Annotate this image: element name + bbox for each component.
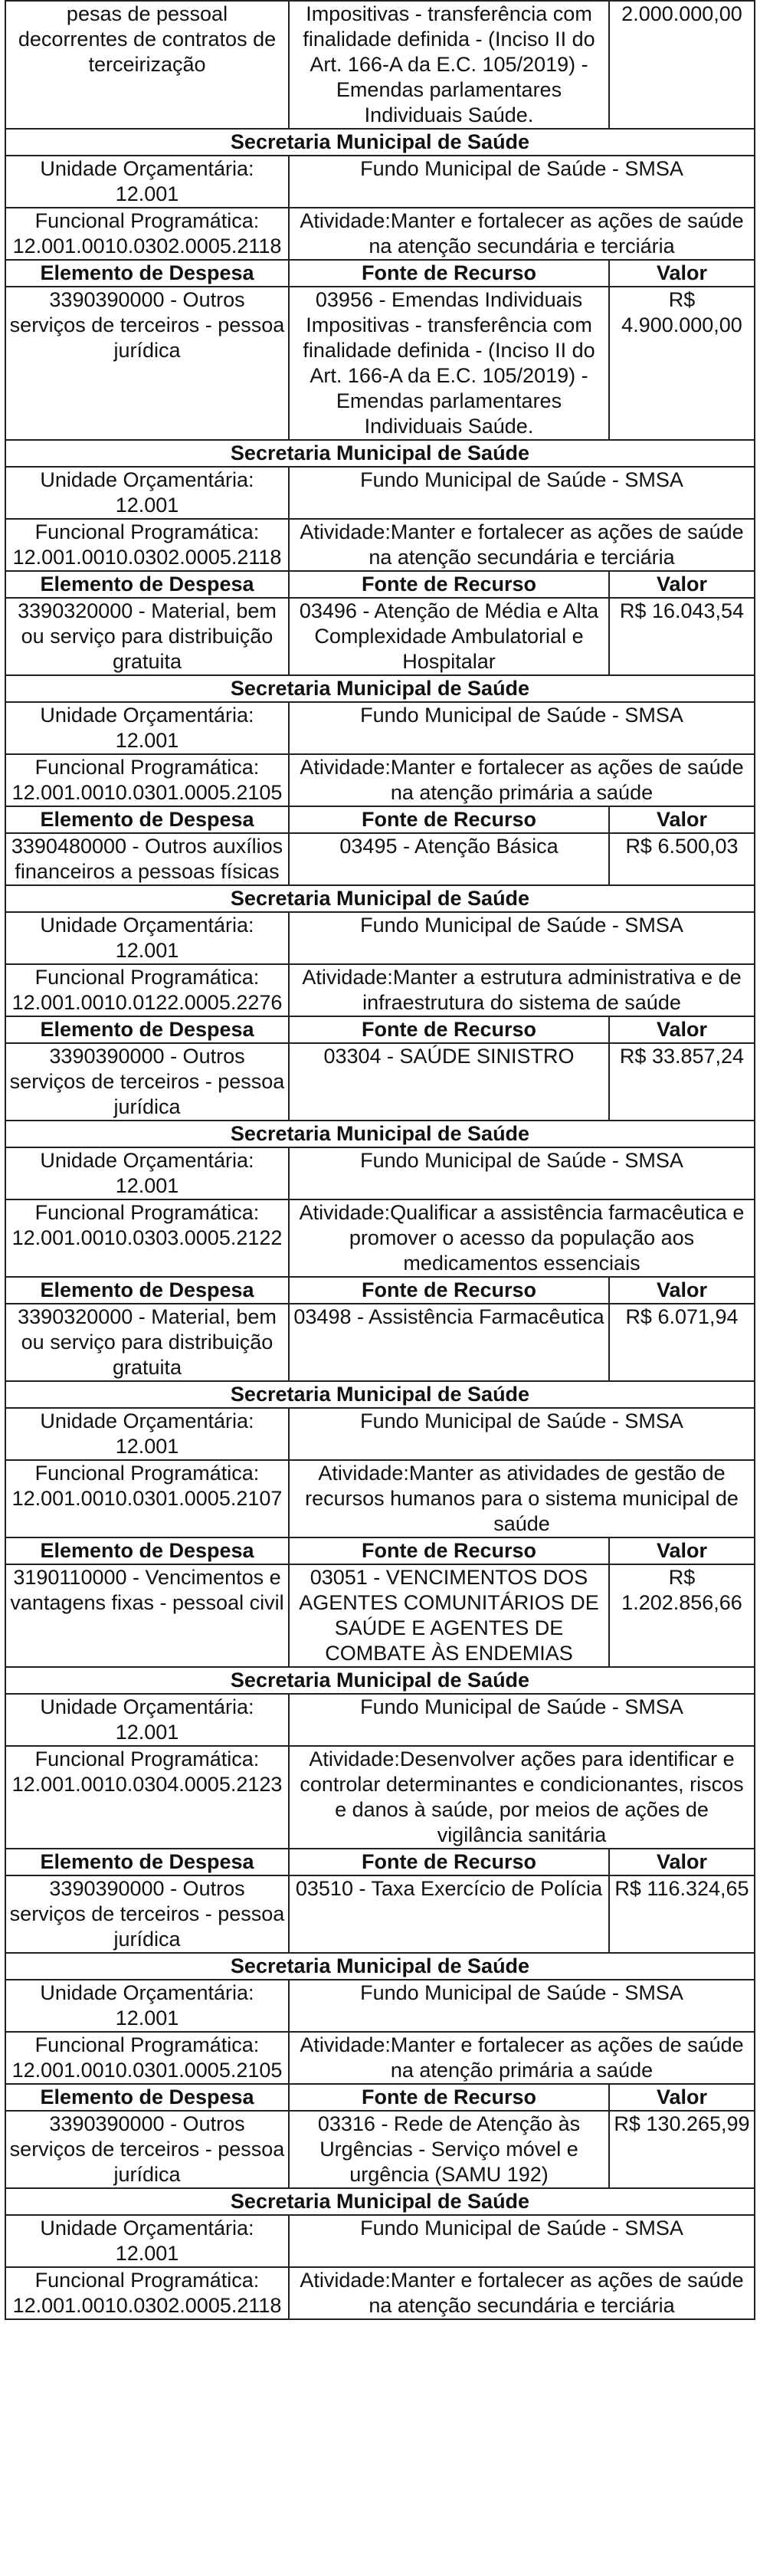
elemento-header: Elemento de Despesa <box>5 1537 289 1564</box>
budget-table-body <box>5 1 755 2319</box>
column-header-row <box>5 806 755 833</box>
elemento-cell: 3390390000 - Outros serviços de terceiros - pessoa jurídica <box>5 1043 289 1121</box>
budget-table <box>5 0 755 2320</box>
elemento-header: Elemento de Despesa <box>5 806 289 833</box>
valor-cell: R$ 4.900.000,00 <box>609 287 755 440</box>
funcional-row <box>5 208 755 260</box>
elemento-header: Elemento de Despesa <box>5 1016 289 1043</box>
secretaria-heading: Secretaria Municipal de Saúde <box>5 1121 755 1147</box>
fonte-header: Fonte de Recurso <box>289 1537 609 1564</box>
table-row <box>5 1304 755 1381</box>
secretaria-heading: Secretaria Municipal de Saúde <box>5 675 755 702</box>
funcional-label: Funcional Programática: 12.001.0010.0302.0005.2118 <box>5 208 289 260</box>
elemento-cell: 3390390000 - Outros serviços de terceiros - pessoa jurídica <box>5 1875 289 1953</box>
funcional-value: Atividade:Manter a estrutura administrativa e de infraestrutura do sistema de saúde <box>289 964 755 1016</box>
unidade-label: Unidade Orçamentária: 12.001 <box>5 1694 289 1746</box>
funcional-value: Atividade:Manter e fortalecer as ações de saúde na atenção secundária e terciária <box>289 519 755 571</box>
column-header-row <box>5 571 755 598</box>
unidade-label: Unidade Orçamentária: 12.001 <box>5 1980 289 2032</box>
elemento-cell: 3390480000 - Outros auxílios financeiros a pessoas físicas <box>5 833 289 885</box>
funcional-value: Atividade:Qualificar a assistência farmacêutica e promover o acesso da população aos medicamentos essenciais <box>289 1199 755 1277</box>
secretaria-heading: Secretaria Municipal de Saúde <box>5 1381 755 1408</box>
unidade-label: Unidade Orçamentária: 12.001 <box>5 156 289 208</box>
column-header-row <box>5 1537 755 1564</box>
secretaria-row <box>5 440 755 467</box>
funcional-label: Funcional Programática: 12.001.0010.0122.0005.2276 <box>5 964 289 1016</box>
unidade-row <box>5 702 755 754</box>
valor-header: Valor <box>609 260 755 287</box>
unidade-value: Fundo Municipal de Saúde - SMSA <box>289 702 755 754</box>
fonte-header: Fonte de Recurso <box>289 2084 609 2111</box>
unidade-row <box>5 1147 755 1199</box>
funcional-row <box>5 1746 755 1849</box>
fonte-cell: 03316 - Rede de Atenção às Urgências - Serviço móvel e urgência (SAMU 192) <box>289 2111 609 2188</box>
funcional-value: Atividade:Manter e fortalecer as ações de saúde na atenção primária a saúde <box>289 2032 755 2084</box>
elemento-cell: 3390390000 - Outros serviços de terceiros - pessoa jurídica <box>5 2111 289 2188</box>
fonte-cell: 03956 - Emendas Individuais Impositivas - transferência com finalidade definida - (Inciso II do Art. 166-A da E.C. 105/2019) - Emendas parlamentares Individuais Saúde. <box>289 287 609 440</box>
table-row <box>5 1564 755 1667</box>
funcional-row <box>5 519 755 571</box>
fonte-header: Fonte de Recurso <box>289 1277 609 1304</box>
funcional-value: Atividade:Desenvolver ações para identificar e controlar determinantes e condicionantes, riscos e danos à saúde, por meios de ações de vigilância sanitária <box>289 1746 755 1849</box>
funcional-row <box>5 2032 755 2084</box>
fonte-cell: 03496 - Atenção de Média e Alta Complexidade Ambulatorial e Hospitalar <box>289 598 609 675</box>
secretaria-row <box>5 1381 755 1408</box>
unidade-value: Fundo Municipal de Saúde - SMSA <box>289 2215 755 2267</box>
fonte-header: Fonte de Recurso <box>289 806 609 833</box>
fonte-cell: 03495 - Atenção Básica <box>289 833 609 885</box>
valor-header: Valor <box>609 1277 755 1304</box>
funcional-label: Funcional Programática: 12.001.0010.0302.0005.2118 <box>5 519 289 571</box>
elemento-cell: 3390320000 - Material, bem ou serviço para distribuição gratuita <box>5 598 289 675</box>
unidade-value: Fundo Municipal de Saúde - SMSA <box>289 1980 755 2032</box>
valor-cell: R$ 6.071,94 <box>609 1304 755 1381</box>
valor-cell: 2.000.000,00 <box>609 1 755 129</box>
funcional-value: Atividade:Manter e fortalecer as ações de saúde na atenção secundária e terciária <box>289 208 755 260</box>
secretaria-row <box>5 129 755 156</box>
unidade-row <box>5 912 755 964</box>
unidade-row <box>5 1694 755 1746</box>
table-row <box>5 1043 755 1121</box>
elemento-header: Elemento de Despesa <box>5 2084 289 2111</box>
secretaria-row <box>5 1121 755 1147</box>
funcional-label: Funcional Programática: 12.001.0010.0302.0005.2118 <box>5 2267 289 2319</box>
unidade-value: Fundo Municipal de Saúde - SMSA <box>289 912 755 964</box>
elemento-cell: pesas de pessoal decorrentes de contratos de terceirização <box>5 1 289 129</box>
secretaria-heading: Secretaria Municipal de Saúde <box>5 1953 755 1980</box>
table-row <box>5 833 755 885</box>
column-header-row <box>5 1849 755 1875</box>
valor-cell: R$ 16.043,54 <box>609 598 755 675</box>
fonte-cell: Impositivas - transferência com finalidade definida - (Inciso II do Art. 166-A da E.C. 105/2019) - Emendas parlamentares Individuais Saúde. <box>289 1 609 129</box>
valor-header: Valor <box>609 2084 755 2111</box>
unidade-row <box>5 156 755 208</box>
valor-header: Valor <box>609 1537 755 1564</box>
unidade-row <box>5 1408 755 1460</box>
fonte-header: Fonte de Recurso <box>289 1016 609 1043</box>
secretaria-row <box>5 1953 755 1980</box>
funcional-label: Funcional Programática: 12.001.0010.0301.0005.2107 <box>5 1460 289 1537</box>
valor-cell: R$ 6.500,03 <box>609 833 755 885</box>
funcional-label: Funcional Programática: 12.001.0010.0304.0005.2123 <box>5 1746 289 1849</box>
secretaria-row <box>5 2188 755 2215</box>
table-row <box>5 287 755 440</box>
unidade-value: Fundo Municipal de Saúde - SMSA <box>289 156 755 208</box>
elemento-header: Elemento de Despesa <box>5 1277 289 1304</box>
fonte-cell: 03510 - Taxa Exercício de Polícia <box>289 1875 609 1953</box>
secretaria-heading: Secretaria Municipal de Saúde <box>5 885 755 912</box>
valor-header: Valor <box>609 1849 755 1875</box>
secretaria-row <box>5 675 755 702</box>
column-header-row <box>5 260 755 287</box>
elemento-header: Elemento de Despesa <box>5 1849 289 1875</box>
funcional-value: Atividade:Manter e fortalecer as ações de saúde na atenção primária a saúde <box>289 754 755 806</box>
secretaria-heading: Secretaria Municipal de Saúde <box>5 129 755 156</box>
funcional-row <box>5 2267 755 2319</box>
elemento-header: Elemento de Despesa <box>5 571 289 598</box>
unidade-row <box>5 2215 755 2267</box>
unidade-value: Fundo Municipal de Saúde - SMSA <box>289 1408 755 1460</box>
unidade-value: Fundo Municipal de Saúde - SMSA <box>289 1147 755 1199</box>
elemento-cell: 3390320000 - Material, bem ou serviço para distribuição gratuita <box>5 1304 289 1381</box>
unidade-label: Unidade Orçamentária: 12.001 <box>5 2215 289 2267</box>
budget-document <box>5 0 754 2320</box>
valor-header: Valor <box>609 806 755 833</box>
secretaria-row <box>5 885 755 912</box>
secretaria-heading: Secretaria Municipal de Saúde <box>5 440 755 467</box>
funcional-label: Funcional Programática: 12.001.0010.0301.0005.2105 <box>5 2032 289 2084</box>
unidade-row <box>5 1980 755 2032</box>
table-row <box>5 1 755 129</box>
funcional-value: Atividade:Manter as atividades de gestão de recursos humanos para o sistema municipal de saúde <box>289 1460 755 1537</box>
funcional-row <box>5 1199 755 1277</box>
funcional-label: Funcional Programática: 12.001.0010.0301.0005.2105 <box>5 754 289 806</box>
funcional-row <box>5 754 755 806</box>
column-header-row <box>5 1277 755 1304</box>
fonte-header: Fonte de Recurso <box>289 1849 609 1875</box>
valor-cell: R$ 116.324,65 <box>609 1875 755 1953</box>
fonte-header: Fonte de Recurso <box>289 260 609 287</box>
elemento-header: Elemento de Despesa <box>5 260 289 287</box>
valor-header: Valor <box>609 1016 755 1043</box>
secretaria-heading: Secretaria Municipal de Saúde <box>5 1667 755 1694</box>
unidade-label: Unidade Orçamentária: 12.001 <box>5 702 289 754</box>
secretaria-row <box>5 1667 755 1694</box>
unidade-value: Fundo Municipal de Saúde - SMSA <box>289 1694 755 1746</box>
unidade-row <box>5 467 755 519</box>
funcional-label: Funcional Programática: 12.001.0010.0303.0005.2122 <box>5 1199 289 1277</box>
valor-header: Valor <box>609 571 755 598</box>
fonte-cell: 03051 - VENCIMENTOS DOS AGENTES COMUNITÁRIOS DE SAÚDE E AGENTES DE COMBATE ÀS ENDEMIAS <box>289 1564 609 1667</box>
table-row <box>5 2111 755 2188</box>
unidade-value: Fundo Municipal de Saúde - SMSA <box>289 467 755 519</box>
funcional-value: Atividade:Manter e fortalecer as ações de saúde na atenção secundária e terciária <box>289 2267 755 2319</box>
elemento-cell: 3390390000 - Outros serviços de terceiros - pessoa jurídica <box>5 287 289 440</box>
unidade-label: Unidade Orçamentária: 12.001 <box>5 1147 289 1199</box>
valor-cell: R$ 130.265,99 <box>609 2111 755 2188</box>
column-header-row <box>5 1016 755 1043</box>
valor-cell: R$ 33.857,24 <box>609 1043 755 1121</box>
unidade-label: Unidade Orçamentária: 12.001 <box>5 1408 289 1460</box>
table-row <box>5 1875 755 1953</box>
unidade-label: Unidade Orçamentária: 12.001 <box>5 912 289 964</box>
fonte-header: Fonte de Recurso <box>289 571 609 598</box>
fonte-cell: 03498 - Assistência Farmacêutica <box>289 1304 609 1381</box>
funcional-row <box>5 1460 755 1537</box>
unidade-label: Unidade Orçamentária: 12.001 <box>5 467 289 519</box>
valor-cell: R$ 1.202.856,66 <box>609 1564 755 1667</box>
secretaria-heading: Secretaria Municipal de Saúde <box>5 2188 755 2215</box>
elemento-cell: 3190110000 - Vencimentos e vantagens fixas - pessoal civil <box>5 1564 289 1667</box>
column-header-row <box>5 2084 755 2111</box>
fonte-cell: 03304 - SAÚDE SINISTRO <box>289 1043 609 1121</box>
funcional-row <box>5 964 755 1016</box>
table-row <box>5 598 755 675</box>
